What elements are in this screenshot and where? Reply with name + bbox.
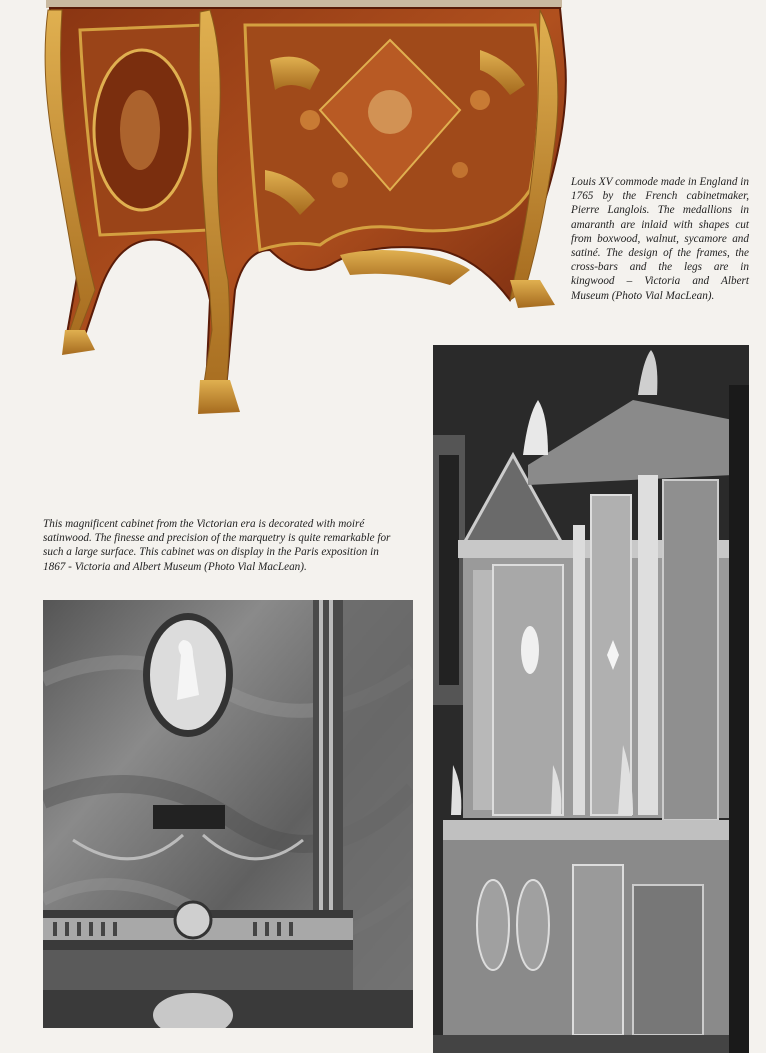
cabinet-caption: This magnificent cabinet from the Victorian era is decorated with moiré satinwood. The finesse and precision of the marquetry is quite remarkable for such a large surface. This cabinet was on display in the Paris exposition in 1867 - Victoria and Albert Museum (Photo Vial MacLean). [43, 518, 391, 573]
commode-caption: Louis XV commode made in England in 1765 by the French cabinetmaker, Pierre Langlois. The medallions in amaranth are inlaid with shapes cut from boxwood, walnut, sycamore and satiné. The design of the frames, the cross-bars and the legs are in kingwood – Victoria and Albert Museum (Photo Vial MacLean). [571, 176, 749, 302]
cabinet-detail-photo [43, 600, 413, 1028]
cabinet-full-photo [433, 345, 749, 1053]
